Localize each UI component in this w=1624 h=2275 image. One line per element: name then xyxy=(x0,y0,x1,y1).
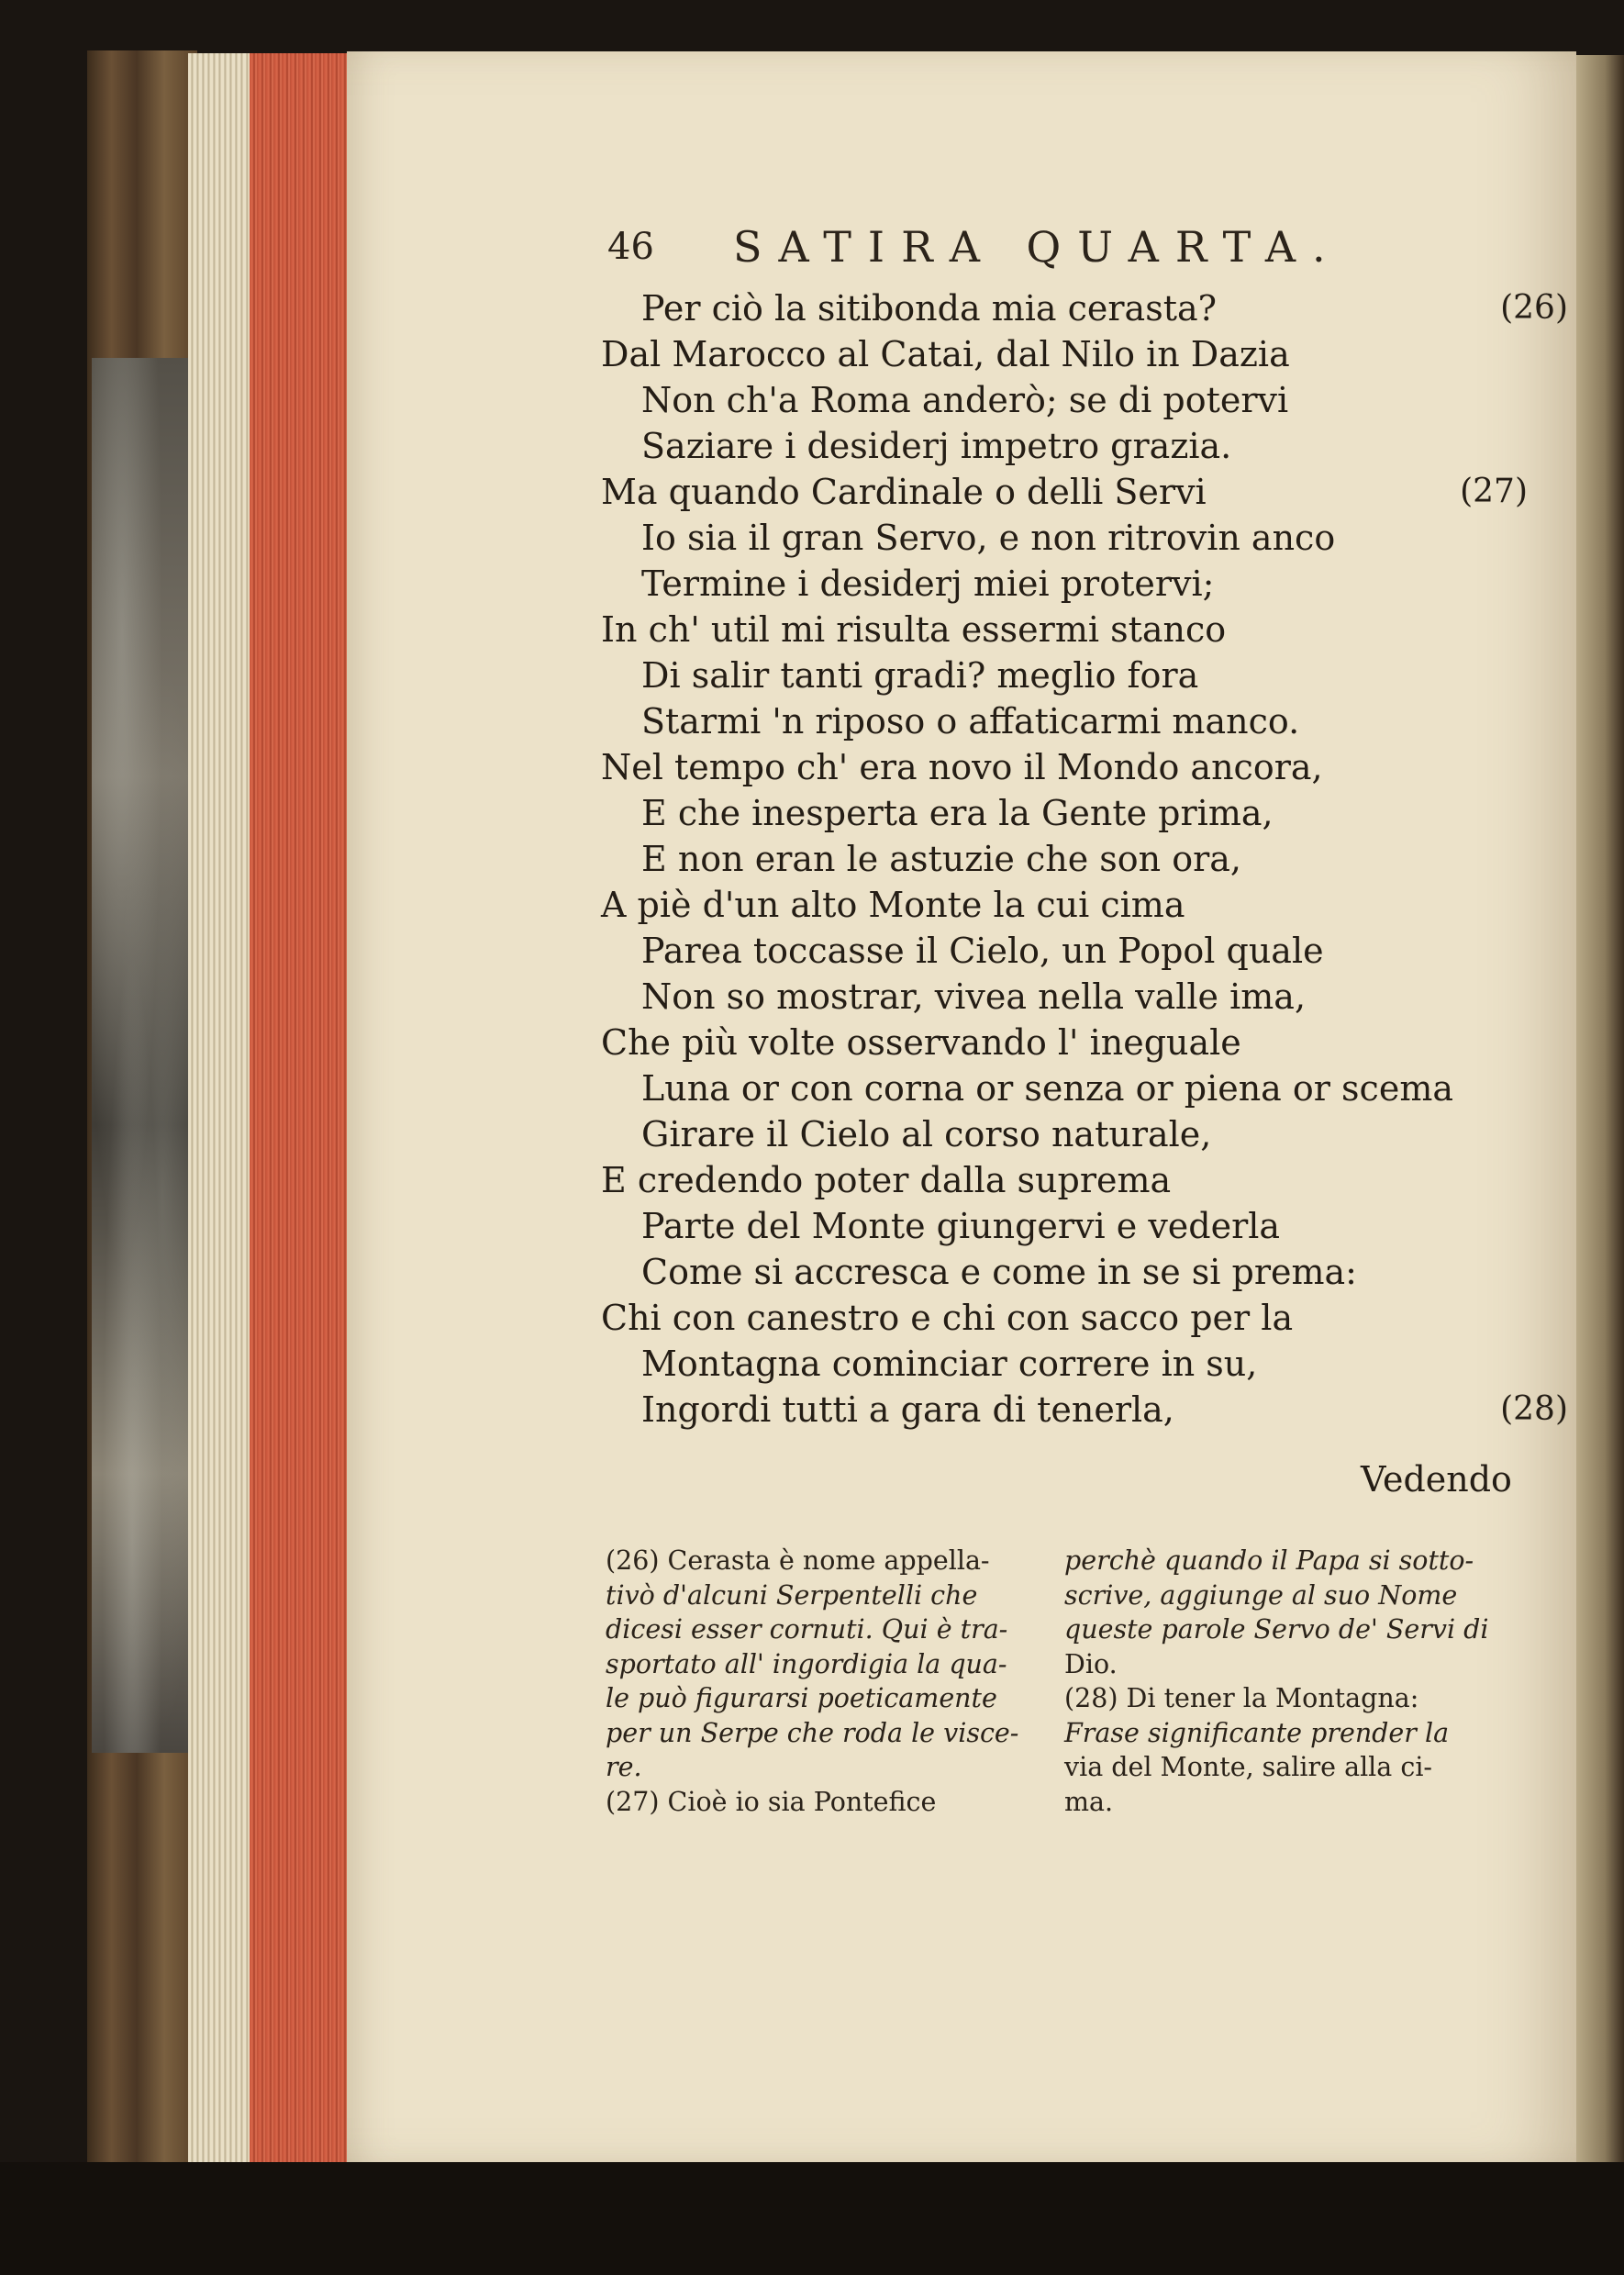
page-number: 46 xyxy=(607,226,654,268)
page-gutter-shadow xyxy=(1576,55,1624,2166)
running-head: SATIRA QUARTA. xyxy=(733,222,1342,272)
verse-line xyxy=(601,470,1528,514)
verse-text: Ma quando Cardinale o delli Servi xyxy=(601,472,1207,512)
footnote-line: le può figurarsi poeticamente xyxy=(606,1683,997,1713)
verse-line xyxy=(601,745,1528,789)
footnote-reference: (28) xyxy=(1500,1390,1568,1428)
footnote-line: re. xyxy=(606,1752,642,1782)
verse-line xyxy=(601,929,1568,973)
verse-text: Saziare i desiderj impetro grazia. xyxy=(641,426,1232,466)
footnote-line: dicesi esser cornuti. Qui è tra- xyxy=(606,1614,1008,1645)
footnote-line: via del Monte, salire alla ci- xyxy=(1064,1752,1433,1782)
verse-text: Nel tempo ch' era novo il Mondo ancora, xyxy=(601,747,1323,787)
verse-text: Io sia il gran Servo, e non ritrovin anco xyxy=(641,518,1336,558)
verse-line xyxy=(601,1112,1568,1156)
verse-text: E credendo poter dalla suprema xyxy=(601,1160,1172,1200)
footnote-line: tivò d'alcuni Serpentelli che xyxy=(606,1579,978,1611)
verse-line xyxy=(601,608,1528,652)
verse-line xyxy=(601,699,1568,743)
verse-text: Luna or con corna or senza or piena or scema xyxy=(641,1068,1454,1109)
verse-line xyxy=(601,1066,1568,1110)
footnote-line: ma. xyxy=(1064,1786,1114,1817)
verse-line xyxy=(601,562,1568,606)
footnote-line: Dio. xyxy=(1064,1648,1118,1679)
verse-text: Chi con canestro e chi con sacco per la xyxy=(601,1298,1294,1338)
verse-text: Starmi 'n riposo o affaticarmi manco. xyxy=(641,701,1300,742)
verse-text: A piè d'un alto Monte la cui cima xyxy=(601,885,1185,925)
verse-text: Dal Marocco al Catai, dal Nilo in Dazia xyxy=(601,334,1290,374)
verse-line xyxy=(601,1388,1568,1432)
verse-line xyxy=(601,424,1568,468)
footnote-line: (27) Cioè io sia Pontefice xyxy=(606,1786,937,1817)
verse-line xyxy=(601,1158,1528,1202)
red-sprinkled-edge xyxy=(250,53,349,2164)
footnote-line: scrive, aggiunge al suo Nome xyxy=(1064,1579,1458,1611)
footnotes-right-column xyxy=(1064,1544,1497,1819)
footnote-line: sportato all' ingordigia la qua- xyxy=(606,1648,1007,1679)
verse-text: Ingordi tutti a gara di tenerla, xyxy=(641,1389,1174,1430)
verse-line xyxy=(601,1296,1528,1340)
verse-line xyxy=(601,1342,1568,1386)
verse-text: Per ciò la sitibonda mia cerasta? xyxy=(641,288,1217,329)
verse-line xyxy=(601,975,1568,1019)
verse-line xyxy=(601,286,1568,330)
verse-text: Non so mostrar, vivea nella valle ima, xyxy=(641,976,1307,1017)
footnote-line: perchè quando il Papa si sotto- xyxy=(1064,1545,1474,1576)
verse-line xyxy=(601,1250,1568,1294)
verse-text: Che più volte osservando l' ineguale xyxy=(601,1022,1241,1063)
verse-line xyxy=(601,791,1568,835)
footnote-line: (28) Di tener la Montagna: xyxy=(1064,1683,1419,1713)
footnote-reference: (26) xyxy=(1500,289,1568,327)
footnote-line: queste parole Servo de' Servi di xyxy=(1064,1614,1489,1645)
verse-line xyxy=(601,332,1528,376)
footnote-reference: (27) xyxy=(1460,473,1528,510)
verse-text: Parea toccasse il Cielo, un Popol quale xyxy=(641,931,1324,971)
catchword: Vedendo xyxy=(1361,1459,1512,1500)
marbled-binding xyxy=(92,358,193,1753)
background-bottom xyxy=(0,2162,1624,2275)
footnote-line: (26) Cerasta è nome appella- xyxy=(606,1545,990,1576)
page-header xyxy=(607,220,1369,275)
verse-text: In ch' util mi risulta essermi stanco xyxy=(601,609,1227,650)
verse-text: Non ch'a Roma anderò; se di potervi xyxy=(641,380,1289,420)
verse-line xyxy=(601,1020,1528,1065)
verse-text: Di salir tanti gradi? meglio fora xyxy=(641,655,1199,696)
footnotes-left-column xyxy=(606,1544,1028,1819)
verse-line xyxy=(601,1204,1568,1248)
footnote-line: per un Serpe che roda le visce- xyxy=(606,1717,1019,1748)
verse-text: Girare il Cielo al corso naturale, xyxy=(641,1114,1212,1154)
verse-line xyxy=(601,378,1568,422)
verse-line xyxy=(601,516,1568,560)
footnote-line: Frase significante prender la xyxy=(1064,1717,1450,1748)
verse-text: E che inesperta era la Gente prima, xyxy=(641,793,1274,833)
verse-text: Montagna cominciar correre in su, xyxy=(641,1344,1258,1384)
verse-line xyxy=(601,883,1528,927)
verse-text: Termine i desiderj miei protervi; xyxy=(641,563,1215,604)
verse-text: Parte del Monte giungervi e vederla xyxy=(641,1206,1281,1246)
verse-line xyxy=(601,837,1568,881)
page-stack-edge xyxy=(188,53,252,2164)
verse-text: E non eran le astuzie che son ora, xyxy=(641,839,1241,879)
verse-line xyxy=(601,653,1568,697)
verse-text: Come si accresca e come in se si prema: xyxy=(641,1252,1357,1292)
